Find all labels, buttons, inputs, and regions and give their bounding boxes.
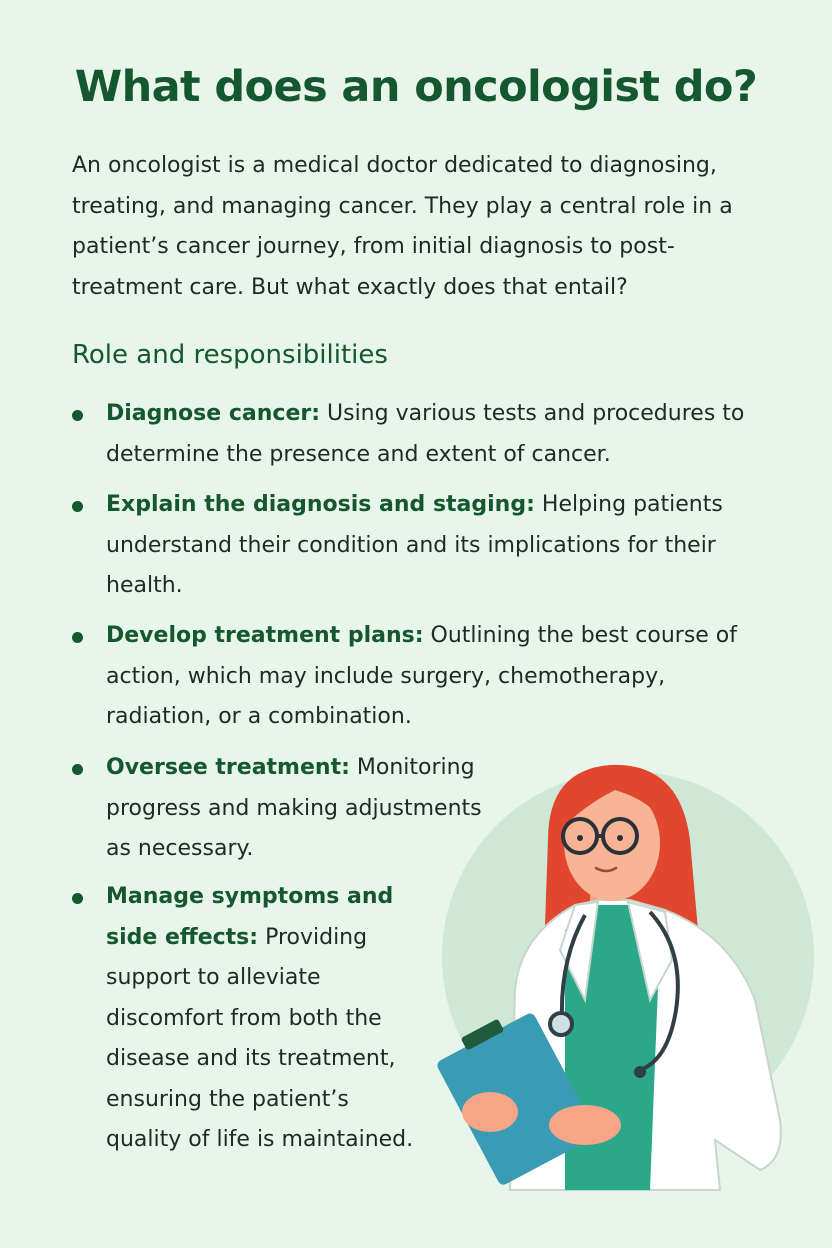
bullet-dot-icon [72, 764, 83, 775]
right-hand [549, 1105, 621, 1145]
bullet-dot-icon [72, 501, 83, 512]
bullet-term: Develop treatment plans: [106, 623, 424, 648]
bullet-term: Manage symptoms and side effects: [106, 884, 394, 950]
bullet-dot-icon [72, 410, 83, 421]
left-hand [462, 1092, 518, 1132]
stethoscope-chest-piece [550, 1013, 572, 1035]
bullet-description: Using various tests and procedures to determine the presence and extent of cancer. [106, 401, 745, 467]
bullet-term: Diagnose cancer: [106, 401, 321, 426]
bullet-term: Explain the diagnosis and staging: [106, 492, 535, 517]
bullet-description: Monitoring progress and making adjustments as necessary. [106, 755, 482, 861]
doctor-illustration [430, 740, 832, 1210]
page-title: What does an oncologist do? [74, 62, 758, 112]
bullet-description: Providing support to alleviate discomfort from both the disease and its treatment, ensuring the patient’s quality of life is maintained. [106, 924, 414, 1152]
bullet-description: Helping patients understand their condition and its implications for their health. [106, 492, 723, 598]
bullet-term: Oversee treatment: [106, 755, 350, 780]
stethoscope-end [634, 1066, 646, 1078]
bullet-dot-icon [72, 893, 83, 904]
intro-paragraph: An oncologist is a medical doctor dedicated to diagnosing, treating, and managing cancer. They play a central role in a patient’s cancer journey, from initial diagnosis to post-treatment care. But what exactly does that entail? [72, 153, 733, 300]
bullet-description: Outlining the best course of action, which may include surgery, chemotherapy, radiation, or a combination. [106, 623, 738, 729]
bullet-dot-icon [72, 632, 83, 643]
section-title: Role and responsibilities [72, 340, 388, 370]
